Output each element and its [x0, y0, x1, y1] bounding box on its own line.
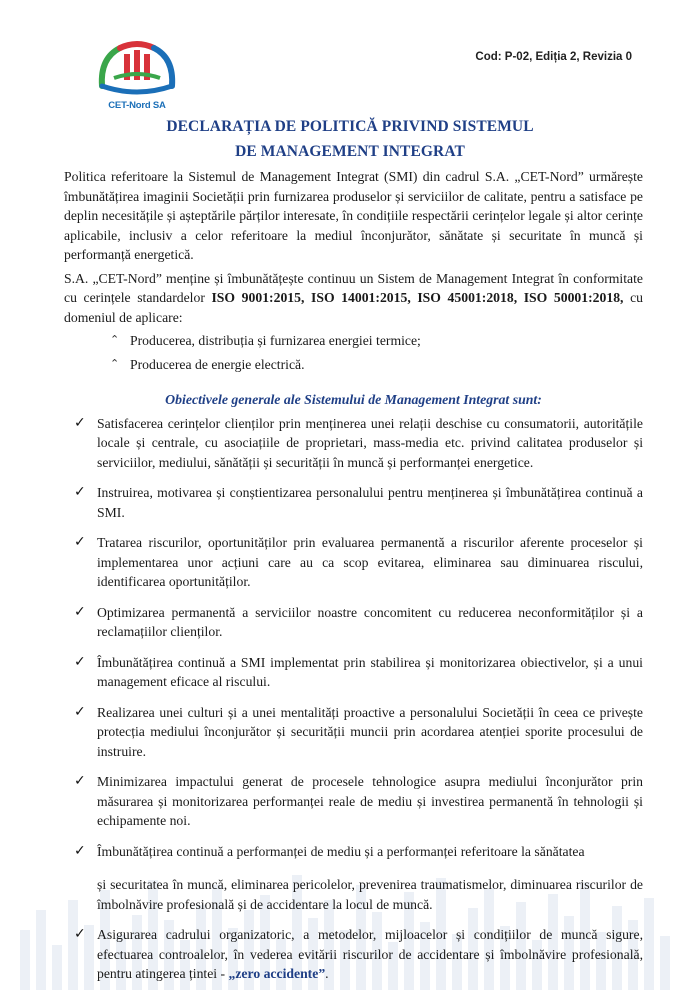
list-item [74, 483, 643, 522]
list-item [110, 331, 643, 351]
checkmark-icon: ✓ [74, 414, 86, 431]
objective-text: Asigurarea cadrului organizatoric, a metodelor, mijloacelor și condițiilor de muncă sigure, efectuarea controalelor, în vederea evitării riscurilor de accidentare și îmbolnăvire profesională, pentru atingerea țintei - [97, 927, 643, 981]
list-item [74, 603, 643, 642]
intro-paragraph-2 [64, 269, 643, 328]
document-code: Cod: P-02, Ediția 2, Revizia 0 [475, 51, 632, 63]
list-item [74, 842, 643, 915]
intro-p2-end: cu domeniul de aplicare: [64, 290, 644, 325]
list-item [74, 533, 643, 592]
scope-list [110, 331, 643, 374]
zero-accidents-target: „zero accidente” [228, 966, 326, 981]
objective-text: Satisfacerea cerințelor clienților prin menținerea unei relații deschise cu consumatorii, autoritățile locale și centrale, cu asociațiile de proprietari, mass-media etc. privind calitatea produselor și serviciilor, mediului, sănătății și securității în muncă și performanței energetice. [97, 415, 643, 470]
objectives-heading: Obiectivele generale ale Sistemului de Management Integrat sunt: [165, 392, 542, 407]
logo-emblem-icon [96, 36, 178, 98]
scope-item-text: Producerea de energie electrică. [130, 356, 305, 372]
objectives-list [74, 414, 643, 984]
logo-text: CET-Nord SA [108, 100, 166, 111]
checkmark-icon: ✓ [74, 534, 86, 550]
list-item [110, 355, 643, 375]
checkmark-icon: ✓ [74, 842, 86, 859]
list-item [74, 703, 643, 762]
checkmark-icon: ✓ [74, 653, 86, 670]
checkmark-icon: ✓ [74, 773, 86, 789]
company-logo [96, 36, 178, 118]
list-item [74, 653, 643, 692]
iso-standards: ISO 9001:2015, ISO 14001:2015, ISO 45001:2018, ISO 50001:2018, [211, 290, 624, 305]
objective-text: Instruirea, motivarea și conștientizarea personalului pentru menținerea și îmbunătățirea continuă a SMI. [97, 485, 643, 520]
objective-text-continued: și securitatea în muncă, eliminarea pericolelor, prevenirea traumatismelor, diminuarea riscurilor de îmbolnăvire profesională și de accidentare la locul de muncă. [97, 877, 643, 912]
triangle-bullet-icon: ⌃ [110, 334, 120, 346]
checkmark-icon: ✓ [74, 484, 86, 500]
document-body [64, 167, 643, 990]
objective-text: Îmbunătățirea continuă a SMI implementat prin stabilirea și monitorizarea obiectivelor, și a unui management eficace al riscului. [97, 654, 643, 689]
objective-text-end: . [325, 966, 329, 981]
list-item [74, 925, 643, 984]
page-title-line-1: DECLARAȚIA DE POLITICĂ PRIVIND SISTEMUL [166, 118, 534, 135]
page-title-line-2: DE MANAGEMENT INTEGRAT [235, 143, 465, 160]
triangle-bullet-icon: ⌃ [110, 357, 120, 370]
scope-item-text: Producerea, distribuția și furnizarea energiei termice; [130, 333, 421, 348]
intro-p2-start: S.A. „CET-Nord” menține și îmbunătățește continuu un Sistem de Management Integrat în conformitate cu cerințele standardelor [64, 270, 643, 305]
list-item [74, 414, 643, 473]
objective-text: Minimizarea impactului generat de procesele tehnologice asupra mediului înconjurător prin măsurarea și monitorizarea performanței reale de mediu și investirea permanentă în tehnologii și echipamente noi. [97, 774, 643, 828]
checkmark-icon: ✓ [74, 603, 86, 620]
checkmark-icon: ✓ [74, 926, 86, 942]
list-item [74, 772, 643, 831]
intro-paragraph-1: Politica referitoare la Sistemul de Management Integrat (SMI) din cadrul S.A. „CET-Nord” urmărește îmbunătățirea imaginii Societății prin furnizarea produselor și serviciilor de calitate, pentru a satisface pe deplin necesitățile și așteptările părților interesate, în condițiile respectării cerințelor legale și altor cerințe aplicabile, inclusiv a celor referitoare la mediul înconjurător, sănătate și securitate în muncă și performanță energetică. [64, 169, 643, 262]
objective-text: Tratarea riscurilor, oportunităților prin evaluarea permanentă a riscurilor aferente proceselor și implementarea unor acțiuni care au ca scop evitarea, eliminarea sau diminuarea riscului, identificarea oportunităților. [97, 535, 643, 589]
objective-text: Optimizarea permanentă a serviciilor noastre concomitent cu reducerea neconformităților și a reclamațiilor clienților. [97, 604, 643, 639]
checkmark-icon: ✓ [74, 703, 86, 720]
objective-text: Îmbunătățirea continuă a performanței de mediu și a performanței referitoare la sănătatea [97, 843, 585, 859]
objective-text: Realizarea unei culturi și a unei mentalități proactive a personalului Societății în ceea ce privește protecția mediului înconjurător și securității muncii prin acordarea atenției sporite procesului de instruire. [97, 704, 643, 759]
